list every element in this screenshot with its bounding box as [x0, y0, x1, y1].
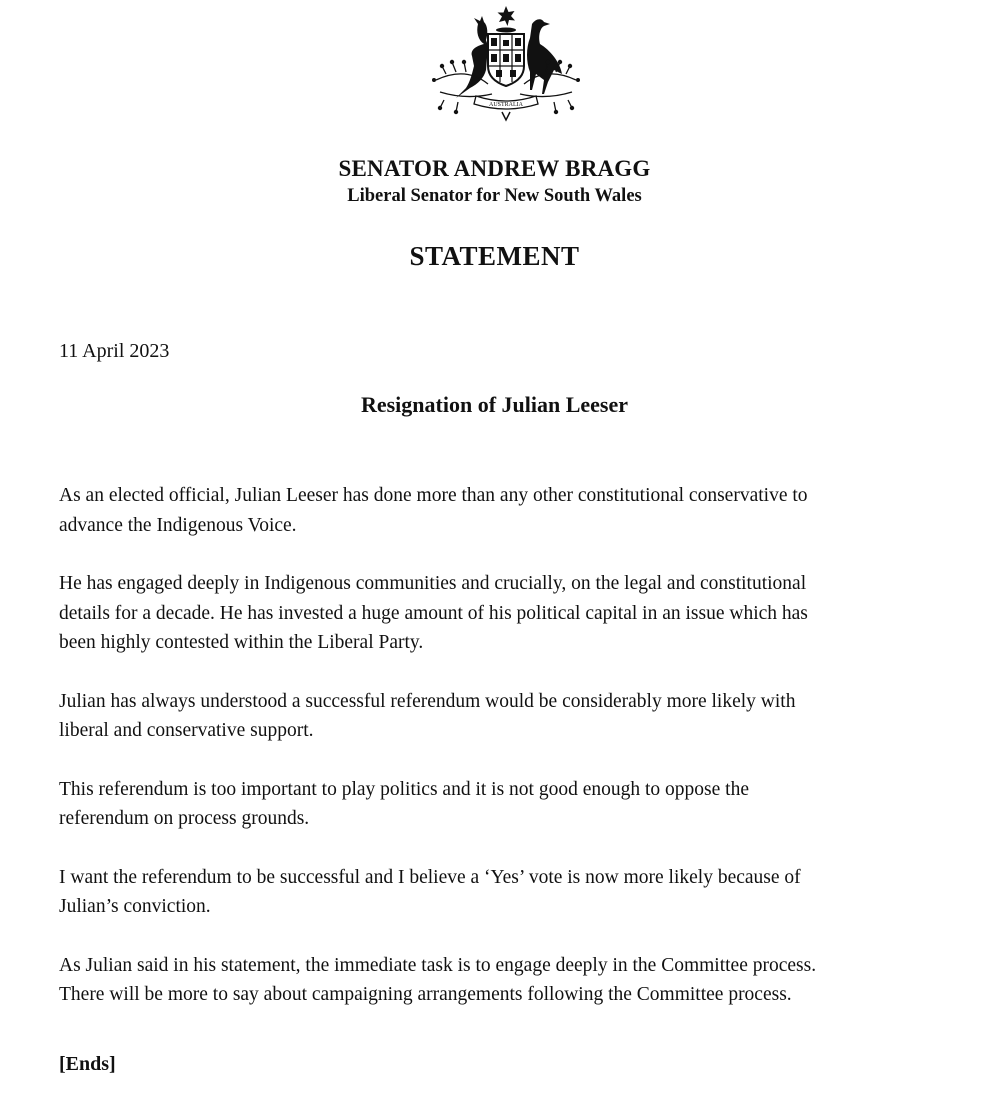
senator-role: Liberal Senator for New South Wales	[347, 186, 642, 206]
paragraph-line: As an elected official, Julian Leeser has done more than any other constitutional conservative to	[59, 485, 808, 506]
paragraph	[59, 951, 959, 1010]
paragraph	[59, 687, 959, 746]
paragraph-line: liberal and conservative support.	[59, 720, 314, 741]
paragraph-line: Julian has always understood a successful referendum would be considerably more likely with	[59, 690, 796, 712]
paragraph-line: advance the Indigenous Voice.	[59, 514, 297, 536]
paragraph-line: been highly contested within the Liberal Party.	[59, 632, 424, 653]
paragraph-line: I want the referendum to be successful and I believe a ‘Yes’ vote is now more likely because of	[59, 866, 801, 888]
emu-icon	[527, 19, 562, 94]
paragraph-line: As Julian said in his statement, the immediate task is to engage deeply in the Committee process.	[59, 954, 817, 976]
kangaroo-icon	[456, 16, 488, 98]
paragraph	[59, 481, 959, 540]
paragraph	[59, 569, 959, 658]
paragraph-line: Julian’s conviction.	[59, 896, 211, 917]
statement-title: Resignation of Julian Leeser	[360, 392, 629, 417]
paragraph-line: referendum on process grounds.	[59, 808, 310, 829]
paragraph-line: There will be more to say about campaigning arrangements following the Committee process.	[59, 984, 792, 1005]
document-type: STATEMENT	[409, 241, 580, 271]
paragraph	[59, 775, 959, 834]
paragraph-line: This referendum is too important to play politics and it is not good enough to oppose the	[59, 778, 749, 800]
statement-body	[59, 481, 959, 1039]
star-icon	[498, 6, 516, 26]
statement-date: 11 April 2023	[59, 340, 170, 362]
crest-caption: AUSTRALIA	[489, 102, 523, 108]
paragraph	[59, 863, 959, 922]
ends-marker: [Ends]	[59, 1053, 116, 1075]
paragraph-line: He has engaged deeply in Indigenous communities and crucially, on the legal and constitutional	[59, 573, 807, 594]
coat-of-arms-logo	[426, 4, 586, 122]
senator-name: SENATOR ANDREW BRAGG	[338, 156, 651, 181]
paragraph-line: details for a decade. He has invested a huge amount of his political capital in an issue which has	[59, 602, 808, 624]
